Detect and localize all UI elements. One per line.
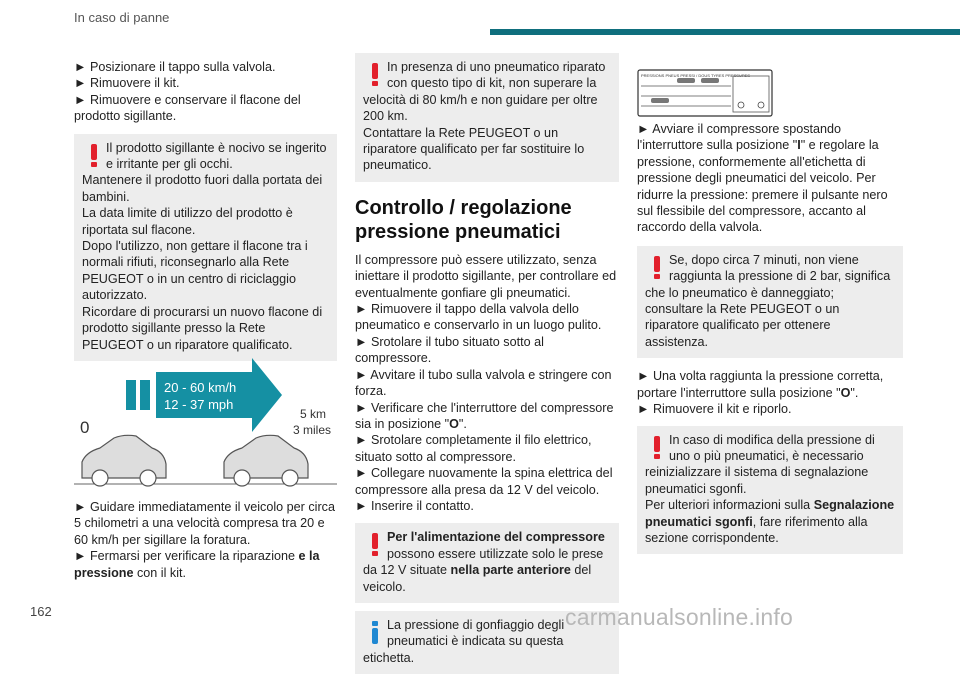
warning-text-bold: Segnalazione pneumatici sgonfi — [645, 498, 895, 529]
step-text: ► Avvitare il tubo sulla valvola e stringere con forza. — [355, 367, 612, 399]
warning-text: La data limite di utilizzo del prodotto è riportata sul flacone. — [82, 206, 293, 237]
warning-icon — [645, 252, 669, 284]
intro-text: Il compressore può essere utilizzato, senza iniettare il prodotto sigillante, per controllare ed eventualmente gonfiare gli pneumatici. — [355, 252, 617, 300]
section-heading: Controllo / regolazione pressione pneumatici — [355, 196, 572, 243]
step-text-part: con il kit. — [133, 565, 186, 580]
warning-text-part: Per ulteriori informazioni sulla — [645, 498, 814, 513]
step-text: ► Posizionare il tappo sulla valvola. — [74, 60, 276, 74]
page-header-title: In caso di panne — [74, 10, 170, 25]
step-text — [637, 368, 903, 401]
step-text — [637, 121, 903, 236]
step-text-bold: O — [840, 385, 851, 400]
step-text-bold: I — [797, 138, 801, 153]
speed-kmh-label: 20 - 60 km/h — [164, 380, 237, 395]
start-label: 0 — [80, 418, 90, 437]
step-text-part: ► Verificare che l'interruttore del compressore sia in posizione " — [355, 400, 614, 431]
warning-box — [637, 246, 903, 358]
step-text-bold: e la pressione — [74, 549, 320, 580]
warning-icon — [82, 140, 106, 172]
watermark[interactable]: carmanualsonline.info — [565, 604, 793, 630]
warning-text — [363, 529, 611, 595]
step-text: ► Srotolare il tubo situato sotto al compressore. — [355, 334, 544, 366]
step-text-bold: O — [449, 416, 459, 431]
warning-text: Se, dopo circa 7 minuti, non viene raggiunta la pressione di 2 bar, significa che lo pneumatico è danneggiato; consultare la Rete PEUGEOT o un riparatore qualificato per ottenere assistenza. — [645, 252, 891, 349]
step-text: ► Srotolare completamente il filo elettrico, situato sotto al compressore. — [355, 433, 592, 464]
car-icon — [82, 435, 166, 486]
step-text: ► Rimuovere il kit e riporlo. — [637, 402, 792, 417]
warning-text: In presenza di uno pneumatico riparato con questo tipo di kit, non superare la velocità di 80 km/h e non guidare per oltre 200 km. — [363, 60, 606, 124]
step-text-part: ► Avviare il compressore spostando l'interruttore sulla posizione " — [637, 122, 842, 153]
distance-km-label: 5 km — [300, 407, 327, 421]
warning-text: Contattare la Rete PEUGEOT o un riparatore qualificato per far sostituire lo pneumatico. — [363, 125, 585, 173]
warning-box — [355, 523, 619, 603]
step-text: ► Guidare immediatamente il veicolo per circa 5 chilometri a una velocità compresa tra 20 e 60 km/h per sigillare la foratura. — [74, 500, 335, 547]
warning-text-part: , fare riferimento alla sezione corrispondente. — [645, 514, 868, 545]
arrow-shape — [156, 358, 282, 432]
column-2 — [355, 53, 619, 682]
step-text-part: ". — [458, 416, 467, 431]
tyre-pressure-label-figure — [637, 62, 773, 118]
speed-mph-label: 12 - 37 mph — [164, 397, 234, 412]
step-text-part: ► Una volta raggiunta la pressione corretta, portare l'interruttore sulla posizione " — [637, 369, 884, 400]
warning-text-part: possono essere utilizzate solo le prese da 12 V situate — [363, 546, 604, 578]
step-text — [355, 400, 619, 433]
warning-icon — [363, 59, 387, 91]
info-text: La pressione di gonfiaggio degli pneumatici è indicata su questa etichetta. — [363, 617, 565, 665]
car-icon — [224, 435, 308, 486]
page-number: 162 — [30, 604, 52, 619]
warning-box — [355, 53, 619, 182]
warning-text-bold: Per l'alimentazione del compressore — [387, 530, 605, 545]
label-title: PRESSIONS PNEUS PRESSI / DOUS TYRES PRESSURES — [641, 73, 751, 78]
warning-icon — [645, 432, 669, 464]
step-text: ► Rimuovere il tappo della valvola dello pneumatico e conservarlo in un luogo pulito. — [355, 302, 602, 333]
step-text-part: " e regolare la pressione, conformemente all'etichetta di pressione degli pneumatici del veicolo. Per ridurre la pressione: premere il pulsante nero sul flessibile del compressore, accanto al raccordo della valvola. — [637, 138, 888, 235]
arrow-stripe — [126, 380, 136, 410]
speed-distance-figure — [74, 352, 337, 490]
step-text-part: ► Fermarsi per verificare la riparazione — [74, 549, 299, 564]
step-text-part: ". — [850, 385, 859, 400]
step-text: ► Inserire il contatto. — [355, 498, 474, 513]
distance-miles-label: 3 miles — [293, 423, 332, 437]
warning-text: Mantenere il prodotto fuori dalla portata dei bambini. — [82, 173, 323, 204]
warning-text: Ricordare di procurarsi un nuovo flacone di prodotto sigillante presso la Rete PEUGEOT o un riparatore qualificato. — [82, 304, 323, 352]
warning-text: In caso di modifica della pressione di uno o più pneumatici, è necessario reinizializzare il sistema di segnalazione pneumatici sgonfi. — [645, 432, 875, 496]
step-text — [74, 548, 337, 581]
warning-text: Il prodotto sigillante è nocivo se ingerito e irritante per gli occhi. — [106, 140, 327, 172]
warning-icon — [363, 529, 387, 561]
warning-text: Dopo l'utilizzo, non gettare il flacone tra i normali rifiuti, riconsegnarlo alla Rete PEUGEOT o in un centro di riciclaggio autorizzato. — [82, 239, 308, 303]
step-text: ► Rimuovere e conservare il flacone del prodotto sigillante. — [74, 92, 301, 124]
column-1 — [74, 59, 337, 369]
header-accent-bar — [490, 29, 960, 35]
info-icon — [363, 617, 387, 649]
step-text: ► Collegare nuovamente la spina elettrica del compressore alla presa da 12 V del veicolo. — [355, 466, 613, 497]
step-text: ► Rimuovere il kit. — [74, 76, 180, 91]
warning-text-bold: nella parte anteriore — [450, 563, 571, 578]
warning-text-part: del veicolo. — [363, 563, 592, 594]
tyre-pressure-label-illustration — [637, 62, 773, 118]
warning-box — [74, 134, 337, 361]
speed-distance-illustration — [74, 352, 337, 490]
warning-text — [645, 497, 895, 546]
warning-box — [637, 426, 903, 555]
column-3 — [637, 121, 903, 562]
arrow-stripe — [140, 380, 150, 410]
column-1-after — [74, 499, 337, 581]
